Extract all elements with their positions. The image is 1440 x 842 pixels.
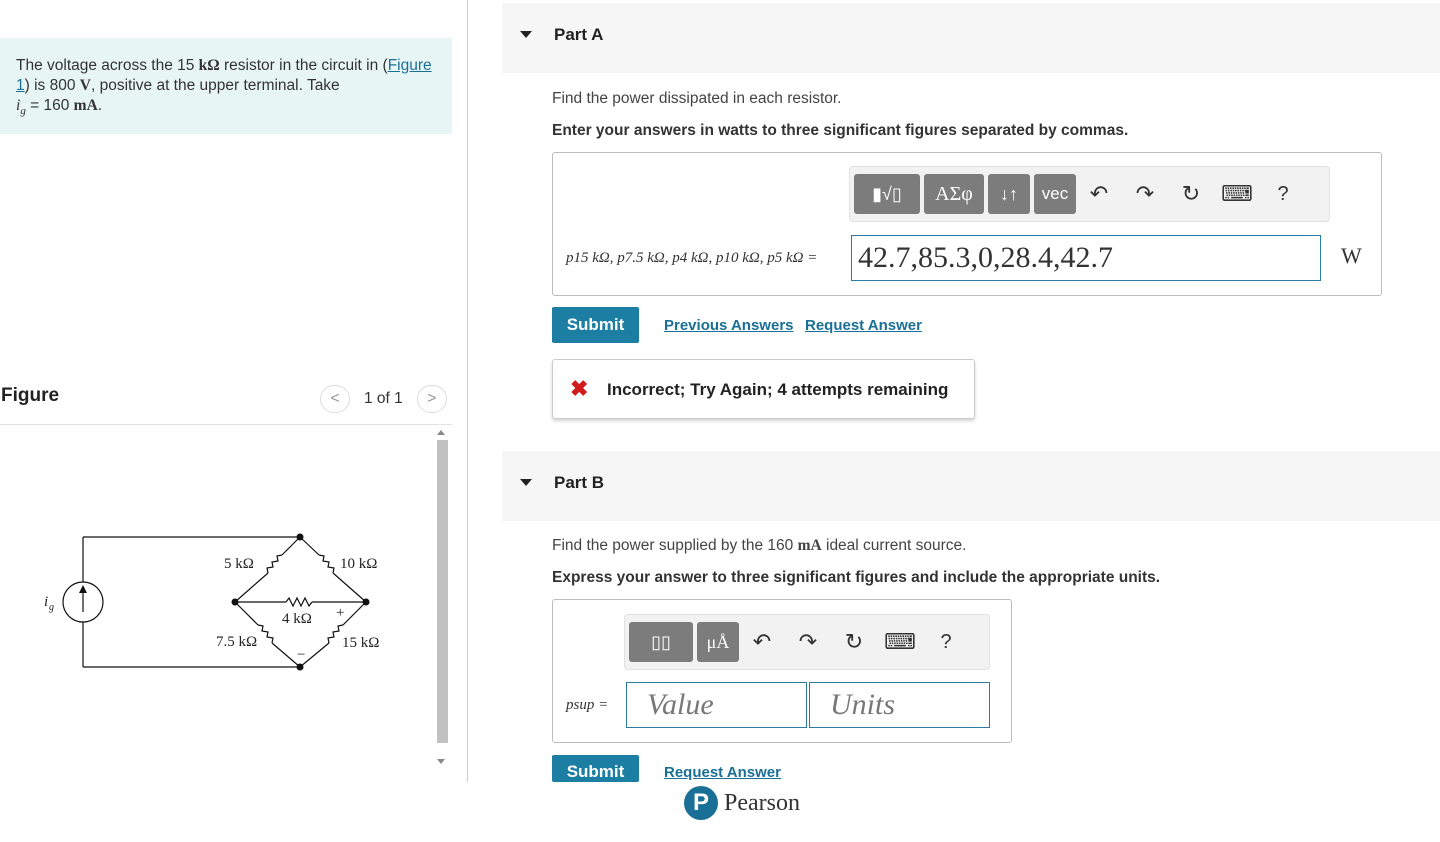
- label-10k: 10 kΩ: [340, 556, 378, 572]
- problem-statement: [0, 38, 452, 134]
- units-button[interactable]: μÅ: [697, 622, 739, 662]
- part-a-request-answer-link[interactable]: Request Answer: [805, 317, 922, 334]
- part-b-label: Part B: [554, 473, 605, 492]
- help-icon[interactable]: ?: [1277, 182, 1289, 205]
- reset-icon[interactable]: ↻: [1181, 181, 1201, 206]
- reset-icon[interactable]: ↻: [844, 629, 864, 654]
- part-b-variable-label: psup =: [566, 697, 609, 713]
- problem-text: = 160: [25, 97, 74, 114]
- part-a-submit-button[interactable]: Submit: [552, 307, 639, 343]
- label-ig-sub: g: [49, 602, 54, 613]
- scroll-up-icon[interactable]: [437, 430, 445, 435]
- part-b-prompt-text: ideal current source.: [821, 537, 967, 554]
- previous-answers-link[interactable]: Previous Answers: [664, 317, 794, 334]
- figure-title: Figure: [1, 385, 60, 406]
- templates-button[interactable]: ▮√▯: [854, 174, 920, 214]
- pearson-p-icon: P: [684, 786, 718, 820]
- vec-button[interactable]: vec: [1034, 174, 1076, 214]
- pearson-brand: Pearson: [724, 789, 800, 816]
- symbols-button[interactable]: ΑΣφ: [924, 174, 984, 214]
- panel-divider: [467, 0, 468, 782]
- undo-icon[interactable]: ↶: [1089, 181, 1109, 206]
- redo-icon[interactable]: ↷: [798, 629, 818, 654]
- redo-icon[interactable]: ↷: [1135, 181, 1155, 206]
- part-b-request-answer-link[interactable]: Request Answer: [664, 764, 781, 781]
- value-placeholder: Value: [647, 688, 714, 721]
- part-a-header[interactable]: [502, 3, 1440, 73]
- label-plus: +: [336, 605, 345, 621]
- unit-ma: mA: [797, 537, 822, 554]
- keyboard-icon[interactable]: ⌨: [1221, 181, 1253, 206]
- feedback-message: Incorrect; Try Again; 4 attempts remaining: [607, 380, 949, 399]
- part-a-variable-label: p15 kΩ, p7.5 kΩ, p4 kΩ, p10 kΩ, p5 kΩ =: [566, 250, 818, 266]
- figure-prev-button[interactable]: <: [320, 385, 350, 413]
- pearson-logo: [684, 784, 800, 822]
- unit-volt: V: [79, 77, 91, 94]
- label-7-5k: 7.5 kΩ: [216, 634, 258, 650]
- problem-text: .: [97, 97, 103, 114]
- units-input[interactable]: [809, 682, 990, 728]
- subsup-button[interactable]: ↓↑: [988, 174, 1030, 214]
- part-a-label: Part A: [554, 25, 604, 44]
- part-b-prompt: [552, 537, 966, 555]
- problem-text: The voltage across the 15: [16, 57, 199, 74]
- ig-subscript: g: [20, 105, 26, 118]
- collapse-triangle-icon[interactable]: [520, 31, 532, 38]
- help-icon[interactable]: ?: [940, 630, 952, 653]
- label-15k: 15 kΩ: [342, 635, 380, 651]
- unit-ma: mA: [73, 97, 98, 114]
- part-a-answer-box: [552, 152, 1382, 296]
- part-a-instruction: Enter your answers in watts to three significant figures separated by commas.: [552, 122, 1129, 139]
- templates-button[interactable]: ▯▯: [629, 622, 693, 662]
- part-b-toolbar: [624, 614, 990, 670]
- figure-nav: [320, 385, 447, 413]
- label-4k: 4 kΩ: [282, 611, 312, 627]
- part-b-submit-button[interactable]: Submit: [552, 755, 639, 782]
- part-a-toolbar: [849, 166, 1330, 222]
- figure-divider: [0, 424, 452, 425]
- circuit-diagram: [36, 520, 416, 680]
- scroll-thumb[interactable]: [437, 440, 448, 743]
- part-b-header[interactable]: [502, 451, 1440, 521]
- part-a-unit: W: [1341, 243, 1362, 268]
- problem-text: resistor in the circuit in (: [219, 57, 388, 74]
- ig-symbol: i: [16, 97, 21, 114]
- feedback-box: [552, 359, 975, 419]
- part-b-instruction: Express your answer to three significant figures and include the appropriate units.: [552, 569, 1161, 586]
- problem-text: , positive at the upper terminal. Take: [90, 77, 340, 94]
- figure-link[interactable]: Figure 1: [16, 57, 432, 94]
- error-x-icon: ✖: [570, 376, 589, 401]
- part-b-prompt-text: Find the power supplied by the 160: [552, 537, 798, 554]
- problem-text: ) is 800: [24, 77, 80, 94]
- scroll-down-icon[interactable]: [437, 759, 445, 764]
- label-5k: 5 kΩ: [224, 556, 254, 572]
- label-minus: −: [297, 647, 306, 663]
- figure-count: 1 of 1: [364, 390, 403, 407]
- part-b-answer-box: [552, 599, 1012, 743]
- collapse-triangle-icon[interactable]: [520, 479, 532, 486]
- figure-next-button[interactable]: >: [417, 385, 447, 413]
- units-placeholder: Units: [830, 688, 896, 721]
- keyboard-icon[interactable]: ⌨: [884, 629, 916, 654]
- label-ig: i: [44, 594, 49, 610]
- figure-scrollbar[interactable]: [433, 426, 451, 771]
- unit-kohm: kΩ: [198, 57, 220, 74]
- part-a-answer-input[interactable]: 42.7,85.3,0,28.4,42.7: [851, 235, 1321, 281]
- value-input[interactable]: [626, 682, 807, 728]
- undo-icon[interactable]: ↶: [752, 629, 772, 654]
- part-a-prompt: Find the power dissipated in each resistor.: [552, 90, 842, 107]
